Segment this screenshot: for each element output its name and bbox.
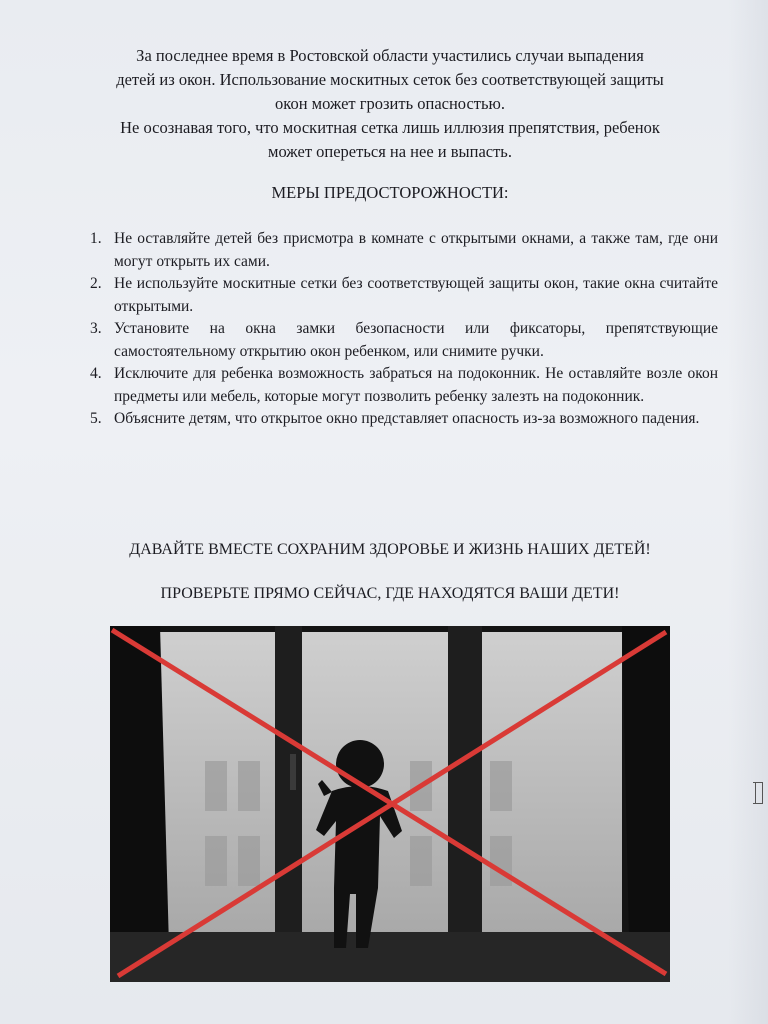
child-at-window-photo — [110, 626, 670, 982]
measure-number: 5. — [90, 410, 102, 427]
intro-line: окон может грозить опасностью. — [275, 94, 505, 113]
measure-number: 4. — [90, 365, 102, 382]
measure-text: Не оставляйте детей без присмотра в комнате с открытыми окнами, а также там, где они могут открыть их сами. — [114, 230, 718, 270]
intro-line: Не осознавая того, что москитная сетка лишь иллюзия препятствия, ребенок — [120, 118, 660, 137]
measure-text: Исключите для ребенка возможность забраться на подоконник. Не оставляйте возле окон предметы или мебель, которые могут позволить ребенку залезть на подоконник. — [114, 365, 718, 405]
intro-line: детей из окон. Использование москитных сеток без соответствующей защиты — [116, 70, 664, 89]
measure-text: Не используйте москитные сетки без соответствующей защиты окон, такие окна считайте открытыми. — [114, 275, 718, 315]
text-cursor-icon — [755, 782, 763, 804]
call-to-action-check: ПРОВЕРЬТЕ ПРЯМО СЕЙЧАС, ГДЕ НАХОДЯТСЯ ВАШИ ДЕТИ! — [160, 585, 620, 602]
mullion-left — [275, 626, 302, 946]
intro-line: может опереться на нее и выпасть. — [268, 142, 512, 161]
intro-line: За последнее время в Ростовской области участились случаи выпадения — [136, 46, 644, 65]
measure-item — [82, 228, 718, 273]
window-sill — [110, 932, 670, 982]
curtain-left — [110, 626, 170, 982]
measure-text: Объясните детям, что открытое окно представляет опасность из-за возможного падения. — [114, 410, 700, 427]
measure-item — [82, 363, 718, 408]
photo-illustration — [110, 626, 670, 982]
measures-list — [82, 228, 718, 431]
call-to-action-health: ДАВАЙТЕ ВМЕСТЕ СОХРАНИМ ЗДОРОВЬЕ И ЖИЗНЬ НАШИХ ДЕТЕЙ! — [129, 541, 651, 558]
measure-item — [82, 408, 718, 431]
measure-text: Установите на окна замки безопасности или фиксаторы, препятствующие самостоятельному открытию окон ребенком, или снимите ручки. — [114, 320, 718, 360]
measure-item — [82, 273, 718, 318]
measure-number: 1. — [90, 230, 102, 247]
measure-number: 3. — [90, 320, 102, 337]
measure-item — [82, 318, 718, 363]
intro-paragraph — [40, 44, 740, 164]
window-handle — [290, 754, 296, 790]
curtain-right — [622, 626, 670, 982]
measure-number: 2. — [90, 275, 102, 292]
mullion-right — [448, 626, 482, 946]
measures-heading: МЕРЫ ПРЕДОСТОРОЖНОСТИ: — [271, 183, 509, 202]
